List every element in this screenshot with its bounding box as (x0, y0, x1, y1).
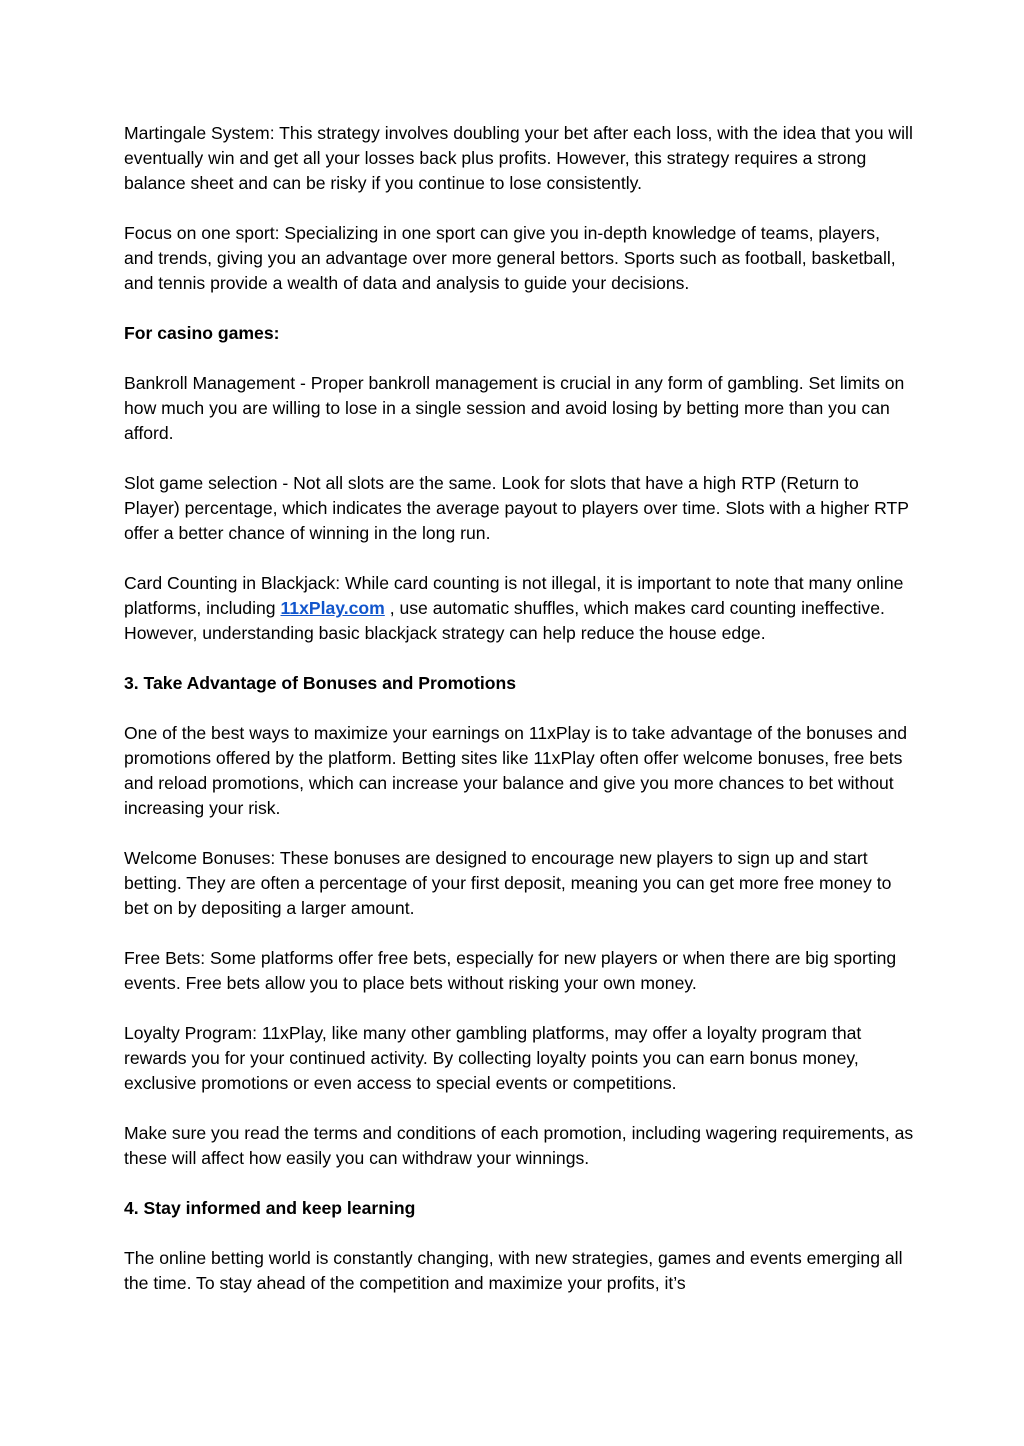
paragraph-online-betting-world: The online betting world is constantly changing, with new strategies, games and events emerging all the time. To stay ahead of the competition and maximize your profits, it’s (124, 1248, 903, 1293)
paragraph-welcome-bonuses: Welcome Bonuses: These bonuses are designed to encourage new players to sign up and start betting. They are often a percentage of your first deposit, meaning you can get more free money to bet on by depositing a larger amount. (124, 848, 892, 918)
paragraph-card-counting (124, 571, 914, 646)
paragraph-terms-and-conditions: Make sure you read the terms and conditions of each promotion, including wagering requirements, as these will affect how easily you can withdraw your winnings. (124, 1123, 914, 1168)
card-counting-text-after: , use automatic shuffles, which makes card counting ineffective. However, understanding basic blackjack strategy can help reduce the house edge. (124, 598, 885, 643)
paragraph-free-bets: Free Bets: Some platforms offer free bets, especially for new players or when there are big sporting events. Free bets allow you to place bets without risking your own money. (124, 948, 897, 993)
heading-bonuses-and-promotions: 3. Take Advantage of Bonuses and Promotions (124, 673, 517, 693)
paragraph-slot-game-selection: Slot game selection - Not all slots are the same. Look for slots that have a high RTP (Return to Player) percentage, which indicates the average payout to players over time. Slots with a higher RTP offer a better chance of winning in the long run. (124, 473, 909, 543)
card-counting-text-before: Card Counting in Blackjack: While card counting is not illegal, it is important to note that many online platforms, including (124, 573, 904, 618)
document-page (124, 121, 914, 1321)
paragraph-bankroll-management: Bankroll Management - Proper bankroll management is crucial in any form of gambling. Set limits on how much you are willing to lose in a single session and avoid losing by betting more than you can afford. (124, 373, 905, 443)
paragraph-best-ways: One of the best ways to maximize your earnings on 11xPlay is to take advantage of the bonuses and promotions offered by the platform. Betting sites like 11xPlay often offer welcome bonuses, free bets and reload promotions, which can increase your balance and give you more chances to bet without increasing your risk. (124, 723, 908, 818)
paragraph-martingale-system: Martingale System: This strategy involves doubling your bet after each loss, with the idea that you will eventually win and get all your losses back plus profits. However, this strategy requires a strong balance sheet and can be risky if you continue to lose consistently. (124, 123, 913, 193)
heading-casino-games: For casino games: (124, 323, 280, 343)
paragraph-loyalty-program: Loyalty Program: 11xPlay, like many other gambling platforms, may offer a loyalty program that rewards you for your continued activity. By collecting loyalty points you can earn bonus money, exclusive promotions or even access to special events or competitions. (124, 1023, 862, 1093)
heading-stay-informed: 4. Stay informed and keep learning (124, 1198, 416, 1218)
link-11xplay[interactable]: 11xPlay.com (280, 598, 385, 618)
paragraph-focus-on-one-sport: Focus on one sport: Specializing in one sport can give you in-depth knowledge of teams, players, and trends, giving you an advantage over more general bettors. Sports such as football, basketball, and tennis provide a wealth of data and analysis to guide your decisions. (124, 223, 896, 293)
